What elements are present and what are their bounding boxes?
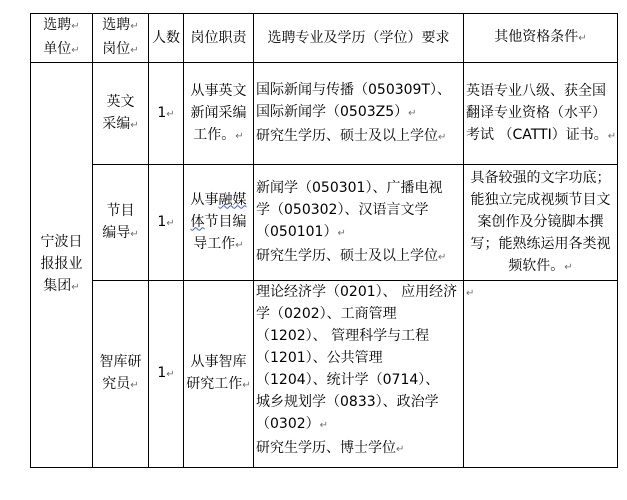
- duty-cell: 从事英文 新闻采编 工作。↵: [184, 63, 254, 165]
- requirements-cell: 理论经济学（0201）、 应用经济 学（0202）、工商管理 （1202）、 管理科学与工程 （1201）、公共管理 （1204）、统计学（0714）、 城乡规划学（0833）、政治学 （0302）↵ 研究生学历、博士学位↵: [254, 281, 464, 468]
- header-requirements: 选聘专业及学历（学位）要求: [254, 14, 464, 63]
- requirements-cell: 新闻学（050301）、广播电视 学（050302）、汉语言文学 （050101）↵ 研究生学历、硕士及以上学位↵: [254, 165, 464, 281]
- header-count: 人数: [149, 14, 184, 63]
- other-qualifications-cell: 具备较强的文字功底； 能独立完成视频节目文 案创作及分镜脚本撰 写；能熟练运用各类视 频软件。↵: [464, 165, 618, 281]
- header-row: [31, 14, 618, 63]
- recruitment-table: [30, 13, 618, 468]
- table-row: [31, 63, 618, 165]
- unit-cell: 宁波日 报报业 集团↵: [31, 63, 93, 468]
- count-cell: 1↵: [149, 63, 184, 165]
- other-qualifications-cell: 英语专业八级、获全国 翻译专业资格（水平） 考试 （CATTI）证书。↵: [464, 63, 618, 165]
- table-row: [31, 281, 618, 468]
- count-cell: 1↵: [149, 165, 184, 281]
- header-other-qualifications: 其他资格条件↵: [464, 14, 618, 63]
- table-row: [31, 165, 618, 281]
- other-qualifications-cell: ↵: [464, 281, 618, 468]
- spellcheck-underline: 融媒: [218, 191, 247, 208]
- duty-cell: 从事融媒 体节目编 导工作↵: [184, 165, 254, 281]
- requirements-cell: 国际新闻与传播（050309T）、 国际新闻学（0503Z5）↵ 研究生学历、硕士及以上学位↵: [254, 63, 464, 165]
- header-duty: 岗位职责: [184, 14, 254, 63]
- post-cell: 节目 编导↵: [93, 165, 149, 281]
- duty-cell: 从事智库 研究工作↵: [184, 281, 254, 468]
- post-cell: 智库研 究员↵: [93, 281, 149, 468]
- count-cell: 1↵: [149, 281, 184, 468]
- header-unit: 选聘↵ 单位↵: [31, 14, 93, 63]
- post-cell: 英文 采编↵: [93, 63, 149, 165]
- spellcheck-underline: 体: [190, 213, 205, 230]
- header-post: 选聘↵ 岗位↵: [93, 14, 149, 63]
